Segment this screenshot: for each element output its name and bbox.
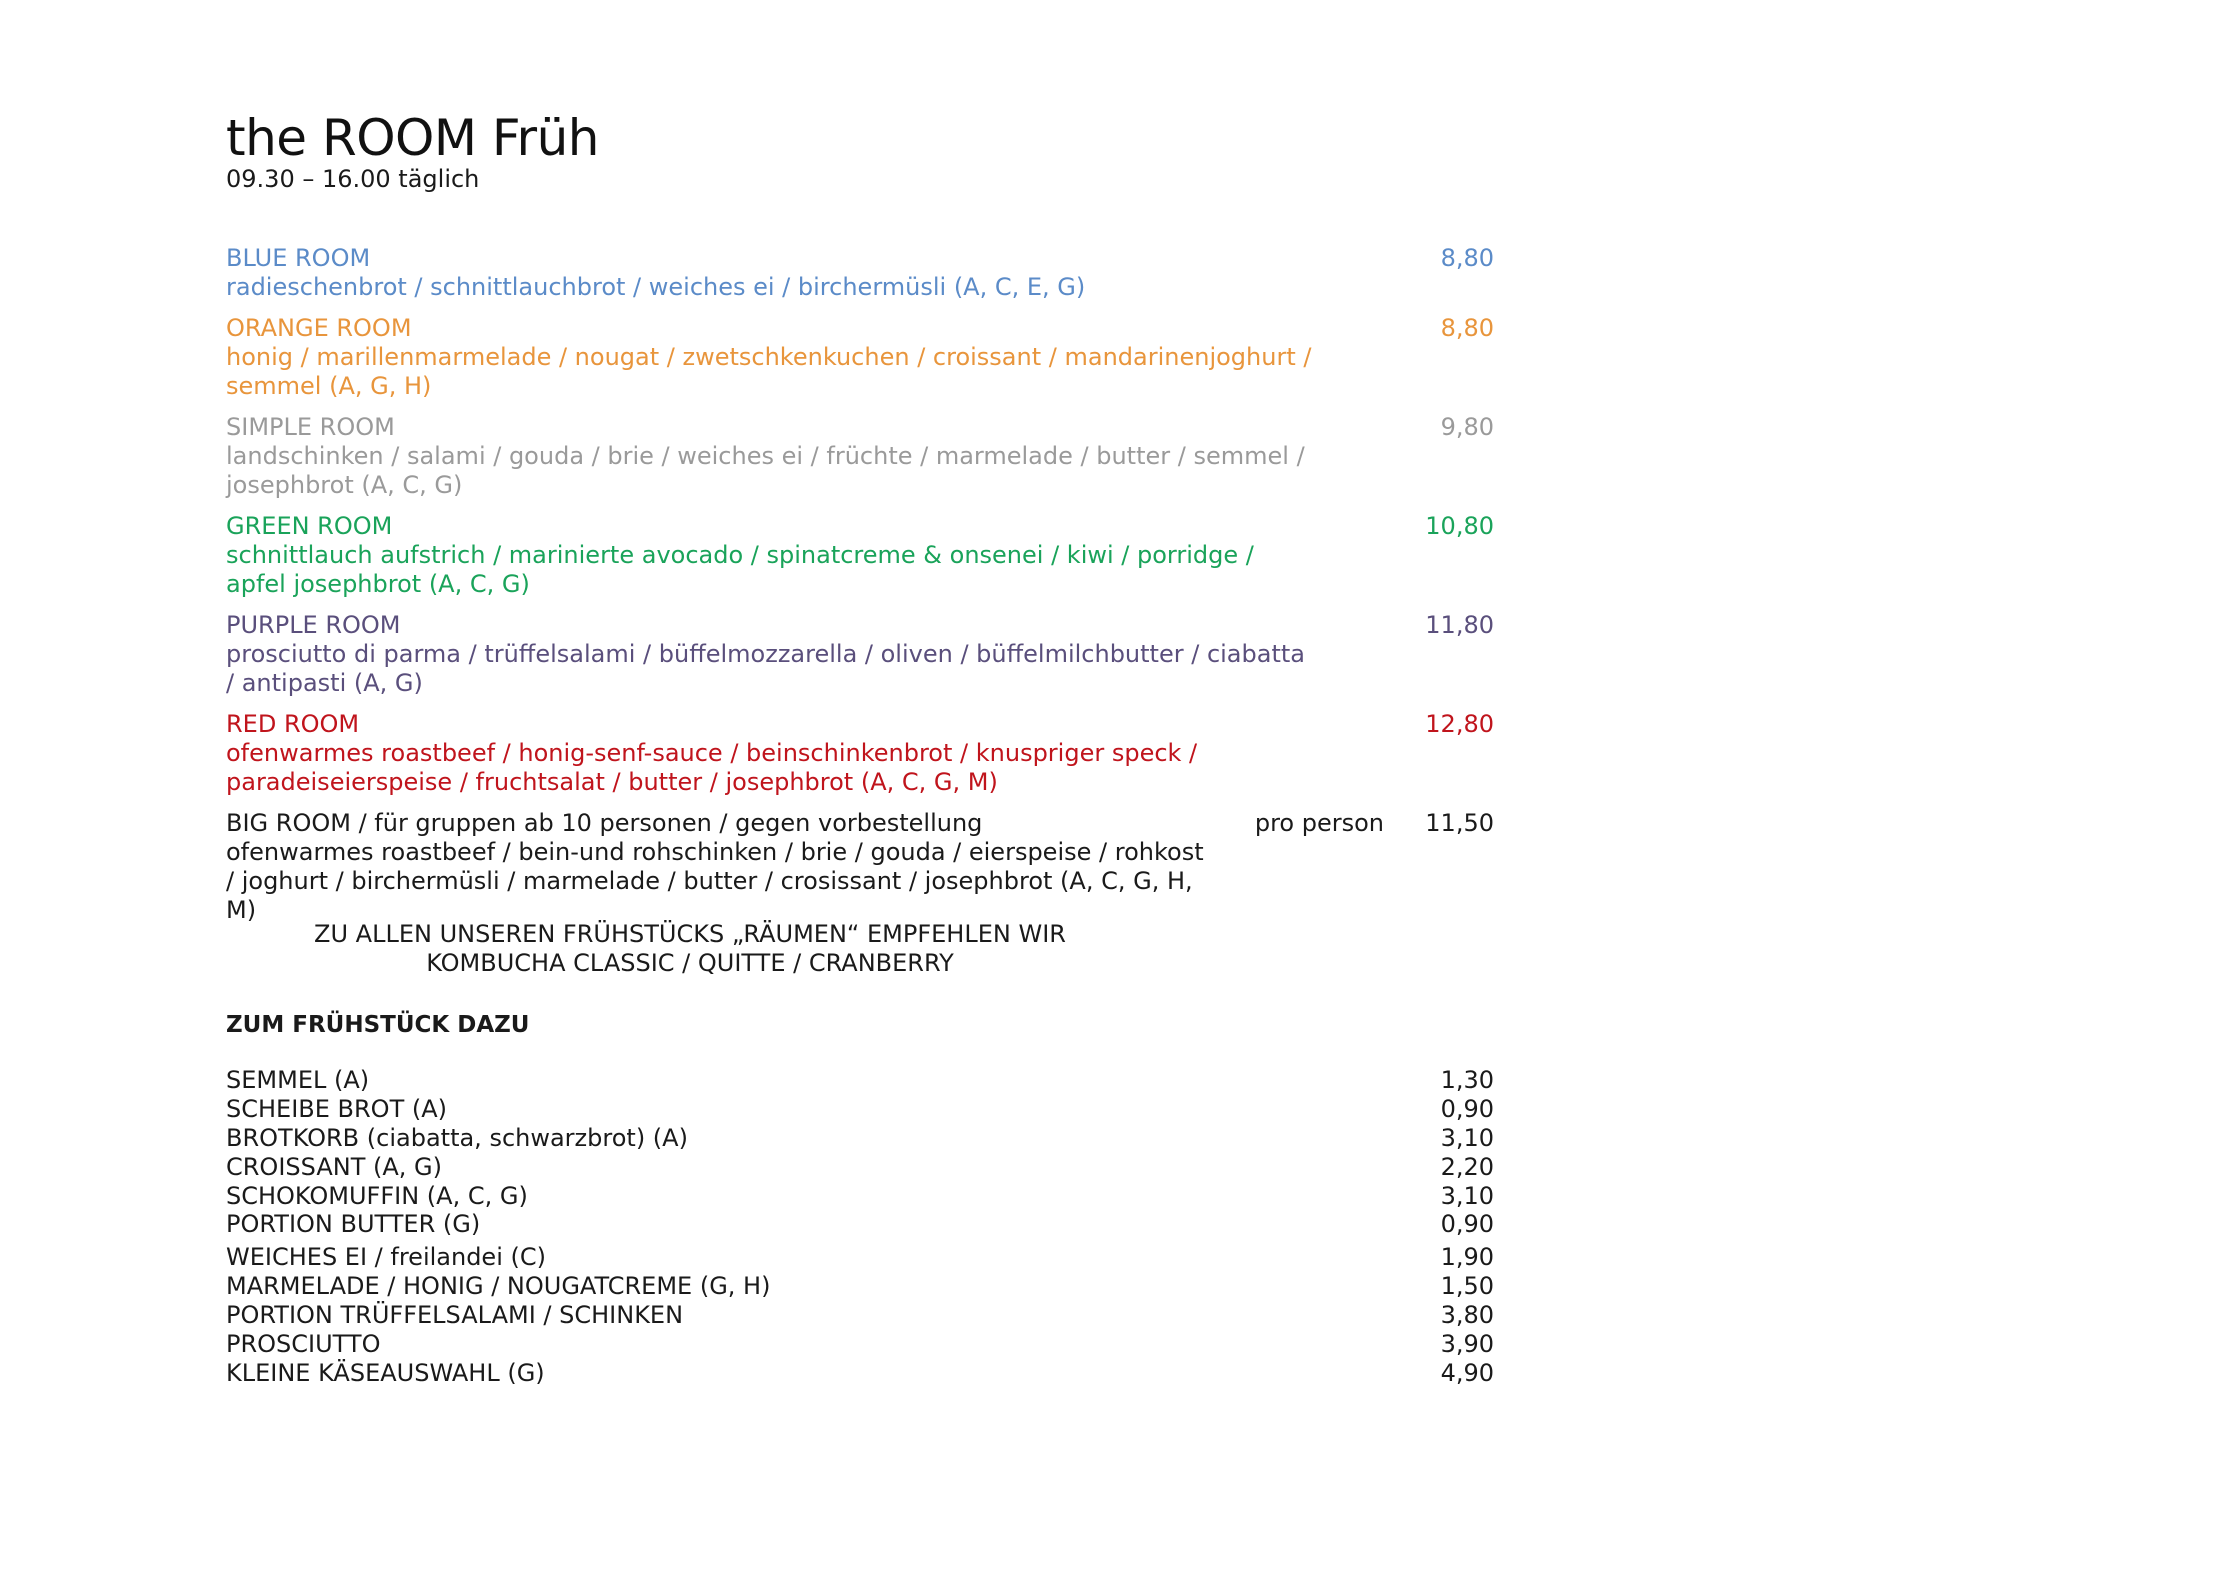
per-person-label: pro person [1254,809,1384,837]
menu-item-desc: honig / marillenmarmelade / nougat / zwetschkenkuchen / croissant / mandarinenjoghurt / semmel (A, G, H) [226,343,1312,400]
extras-list [226,1066,1494,1388]
menu-item-orange-room [226,314,1494,401]
extras-item [226,1330,1494,1359]
menu-item-price: 10,80 [1425,512,1494,540]
menu-item-price: 9,80 [1440,413,1494,441]
extras-item-name: BROTKORB (ciabatta, schwarzbrot) (A) [226,1123,688,1152]
extras-item-name: KLEINE KÄSEAUSWAHL (G) [226,1358,545,1387]
extras-item-name: SCHEIBE BROT (A) [226,1094,448,1123]
recommendation-line: KOMBUCHA CLASSIC / QUITTE / CRANBERRY [426,949,954,977]
menu-item-blue-room [226,244,1494,302]
extras-item [226,1301,1494,1330]
extras-item [226,1243,1494,1272]
extras-item [226,1359,1494,1388]
extras-item-price: 1,90 [1440,1243,1494,1272]
menu-item-simple-room [226,413,1494,500]
extras-item-name: WEICHES EI / freilandei (C) [226,1243,546,1272]
extras-item [226,1182,1494,1211]
menu-item-price: 11,80 [1425,611,1494,639]
extras-item-price: 2,20 [1440,1152,1494,1181]
extras-item [226,1272,1494,1301]
menu-item-price: 8,80 [1440,314,1494,342]
extras-item [226,1153,1494,1182]
menu-item-name: RED ROOM [226,710,360,738]
menu-item-name: PURPLE ROOM [226,611,401,639]
extras-item-price: 4,90 [1440,1358,1494,1387]
extras-item-name: SCHOKOMUFFIN (A, C, G) [226,1181,528,1210]
extras-item-price: 3,10 [1440,1123,1494,1152]
menu-item-desc: ofenwarmes roastbeef / bein-und rohschinken / brie / gouda / eierspeise / rohkost / joghurt / birchermüsli / marmelade / butter / crosissant / josephbrot (A, C, G, H, M) [226,838,1204,924]
extras-item-price: 1,30 [1440,1066,1494,1094]
menu-item-price: 11,50 [1425,809,1494,837]
menu-item-purple-room [226,611,1494,698]
extras-item-name: SEMMEL (A) [226,1066,370,1094]
extras-item [226,1210,1494,1239]
extras-item-name: PORTION TRÜFFELSALAMI / SCHINKEN [226,1301,684,1330]
extras-item-price: 0,90 [1440,1094,1494,1123]
menu-item-green-room [226,512,1494,599]
extras-item-price: 0,90 [1440,1210,1494,1239]
menu-item-name: GREEN ROOM [226,512,393,540]
extras-heading: ZUM FRÜHSTÜCK DAZU [226,1012,530,1038]
menu-item-desc: prosciutto di parma / trüffelsalami / büffelmozzarella / oliven / büffelmilchbutter / ciabatta / antipasti (A, G) [226,640,1305,697]
extras-item-name: MARMELADE / HONIG / NOUGATCREME (G, H) [226,1272,771,1301]
menu-item-name: BLUE ROOM [226,244,371,272]
recommendation-line: ZU ALLEN UNSEREN FRÜHSTÜCKS „RÄUMEN“ EMPFEHLEN WIR [314,920,1066,948]
extras-item-price: 1,50 [1440,1272,1494,1301]
menu-item-desc: landschinken / salami / gouda / brie / weiches ei / früchte / marmelade / butter / semmel / josephbrot (A, C, G) [226,442,1305,499]
extras-item [226,1066,1494,1095]
menu-item-name: SIMPLE ROOM [226,413,395,441]
menu-item-big-room [226,809,1494,925]
extras-item-name: PROSCIUTTO [226,1330,381,1359]
extras-item-price: 3,80 [1440,1301,1494,1330]
menu-item-red-room [226,710,1494,797]
menu-item-desc: ofenwarmes roastbeef / honig-senf-sauce / beinschinkenbrot / knuspriger speck / paradeiseierspeise / fruchtsalat / butter / josephbrot (A, C, G, M) [226,739,1198,796]
opening-hours: 09.30 – 16.00 täglich [226,165,480,193]
menu-item-desc: radieschenbrot / schnittlauchbrot / weiches ei / birchermüsli (A, C, E, G) [226,273,1086,301]
extras-item-price: 3,90 [1440,1330,1494,1359]
extras-item [226,1124,1494,1153]
page-title: the ROOM Früh [226,109,599,167]
menu-item-name: BIG ROOM / für gruppen ab 10 personen / gegen vorbestellung [226,809,983,837]
menu-item-desc: schnittlauch aufstrich / marinierte avocado / spinatcreme & onsenei / kiwi / porridge / apfel josephbrot (A, C, G) [226,541,1254,598]
menu-item-price: 12,80 [1425,710,1494,738]
drink-recommendation [226,920,1494,978]
menu-item-price: 8,80 [1440,244,1494,272]
extras-item-name: CROISSANT (A, G) [226,1152,442,1181]
menu-item-name: ORANGE ROOM [226,314,412,342]
extras-item [226,1095,1494,1124]
extras-item-name: PORTION BUTTER (G) [226,1210,481,1239]
extras-item-price: 3,10 [1440,1181,1494,1210]
